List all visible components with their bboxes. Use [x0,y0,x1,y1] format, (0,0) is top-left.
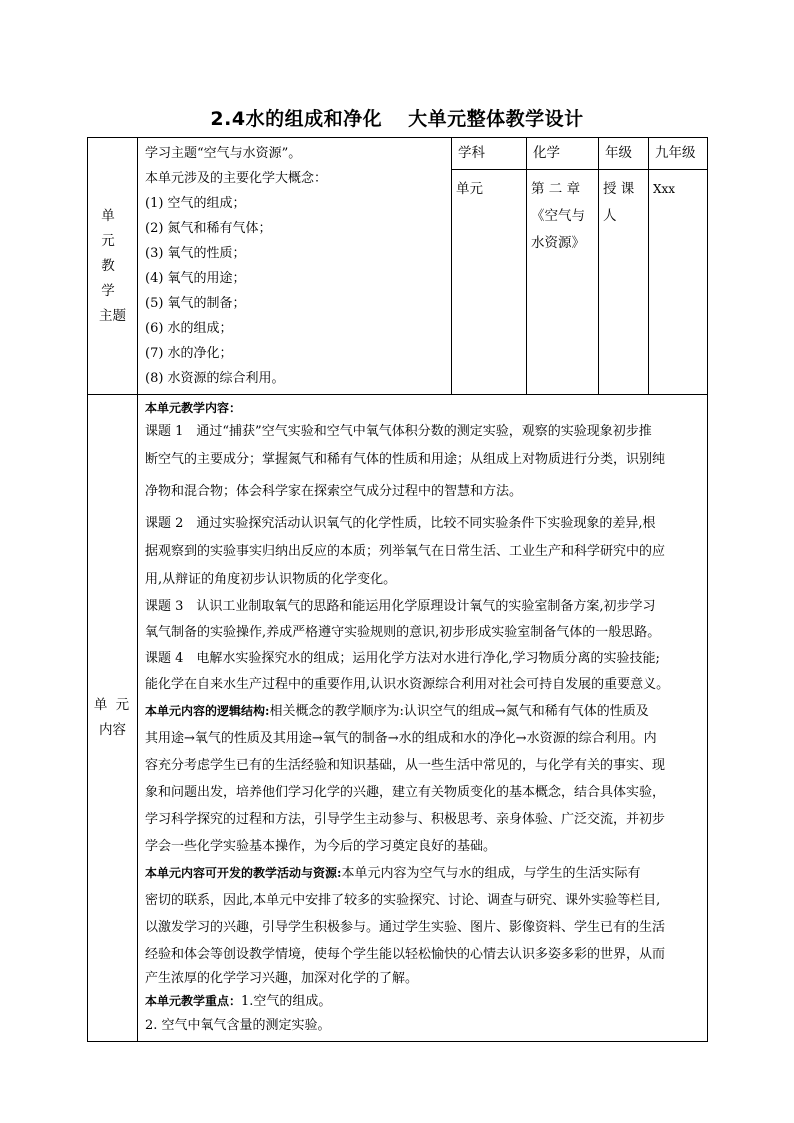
unit-value [527,170,599,395]
text-line: 象和问题出发，培养他们学习化学的兴趣，建立有关物质变化的基本概念，结合具体实验， [145,785,666,800]
activity-label: 本单元内容可开发的教学活动与资源: [145,866,342,880]
text-line: 用,从辩证的角度初步认识物质的化学变化。 [145,572,397,587]
text-line: 学会一些化学实验基本操作，为今后的学习奠定良好的基础。 [145,839,497,854]
text-line: 课题 2 通过实验探究活动认识氧气的化学性质，比较不同实验条件下实验现象的差异,根 [145,516,656,531]
text-line [145,860,704,887]
concept-item: (2) 氮气和稀有气体； [145,221,272,236]
lesson-3 [145,594,704,646]
text-line: 产生浓厚的化学学习兴趣，加深对化学的了解。 [145,971,419,986]
text-line [145,698,704,725]
key-label: 本单元教学重点： [145,994,242,1008]
title-right: 大单元整体教学设计 [408,108,584,130]
logic-label: 本单元内容的逻辑结构: [145,704,270,718]
concept-item: (3) 氧气的性质； [145,246,246,261]
text-line: 以激发学习的兴趣，引导学生积极参与。通过学生实验、图片、影像资料、学生已有的生活 [145,920,666,935]
text-line: 能化学在自来水生产过程中的重要作用,认识水资源综合利用对社会可持自发展的重要意义。 [145,677,670,692]
concept-item: (5) 氧气的制备； [145,296,246,311]
text-line: 容充分考虑学生已有的生活经验和知识基础，从一些生活中常见的，与化学有关的事实、现 [145,758,666,773]
label-char: 主题 [99,307,126,324]
content-row [88,395,708,1042]
concept-item: (1) 空气的组成； [145,196,246,211]
lesson-2 [145,510,704,594]
row-label-unit-content [88,395,138,1042]
lesson-1 [145,419,704,507]
key-points [145,990,704,1039]
label-char: 学 [101,282,124,299]
label-char: 教 [101,257,124,274]
theme-cell [138,138,452,395]
unit-value-line: 水资源》 [531,235,585,251]
activity-first: 本单元内容为空气与水的组成，与学生的生活实际有 [341,866,641,881]
teacher-label-line: 授 课 [603,181,635,197]
concept-item: (8) 水资源的综合利用。 [145,371,285,386]
logic-first: 相关概念的教学顺序为:认识空气的组成→氮气和稀有气体的性质及 [269,704,649,719]
concept-item: (4) 氧气的用途； [145,271,246,286]
activities-resources [145,860,704,990]
title-left: 2.4水的组成和净化 [210,108,383,130]
label-char: 单 [101,207,124,224]
text-line: 课题 4 电解水实验探究水的组成；运用化学方法对水进行净化,学习物质分离的实验技能; [145,651,660,666]
text-line: 经验和体会等创设教学情境，使每个学生能以轻松愉快的心情去认识多姿多彩的世界，从而 [145,947,666,962]
text-line: 氧气制备的实验操作,养成严格遵守实验规则的意识,初步形成实验室制备气体的一般思路。 [145,625,661,640]
teacher-label [599,170,649,395]
text-line: 课题 3 认识工业制取氧气的思路和能运用化学原理设计氧气的实验室制备方案,初步学习 [145,599,656,614]
text-line: 课题 1 通过“捕获”空气实验和空气中氧气体积分数的测定实验，观察的实验现象初步推 [145,424,652,439]
logic-structure [145,698,704,860]
header-row-1 [88,138,708,170]
unit-value-line: 《空气与 [531,208,585,224]
row-label-unit-theme [88,138,138,395]
unit-value-line: 第 二 章 [531,181,581,197]
text-line: 净物和混合物；体会科学家在探索空气成分过程中的智慧和方法。 [145,483,523,499]
text-line: 其用途→氧气的性质及其用途→氧气的制备→水的组成和水的净化→水资源的综合利用。内 [145,731,657,746]
text-line: 密切的联系，因此,本单元中安排了较多的实验探究、讨论、调查与研究、课外实验等栏目, [145,893,661,908]
text-line [145,990,704,1013]
concept-item: (6) 水的组成； [145,321,233,336]
text-line: 据观察到的实验事实归纳出反应的本质；列举氧气在日常生活、工业生产和科学研究中的应 [145,544,666,559]
section-label: 本单元教学内容： [145,401,242,415]
content-cell [138,395,708,1042]
lesson-4 [145,646,704,698]
text-line: 断空气的主要成分；掌握氮气和稀有气体的性质和用途；从组成上对物质进行分类，识别纯 [145,452,666,467]
label-char: 内容 [99,722,126,738]
label-char: 元 [101,232,124,249]
text-line: 2. 空气中氧气含量的测定实验。 [145,1018,331,1033]
page-title [0,104,794,131]
label-char: 单 元 [93,697,132,713]
concept-item: (7) 水的净化； [145,346,233,361]
grade-value: 九年级 [649,138,708,170]
concepts-intro: 本单元涉及的主要化学大概念： [145,171,328,186]
key-first: 1.空气的组成。 [241,994,332,1009]
subject-value: 化学 [527,138,599,170]
grade-label: 年级 [599,138,649,170]
theme-line: 学习主题“空气与水资源”。 [145,146,302,161]
subject-label: 学科 [452,138,527,170]
text-line: 学习科学探究的过程和方法，引导学生主动参与、积极思考、亲身体验、广泛交流，并初步 [145,812,666,827]
teacher-label-line: 人 [603,208,617,224]
lesson-plan-table [87,137,708,1042]
unit-label: 单元 [452,170,527,395]
teacher-value: Xxx [649,170,708,395]
